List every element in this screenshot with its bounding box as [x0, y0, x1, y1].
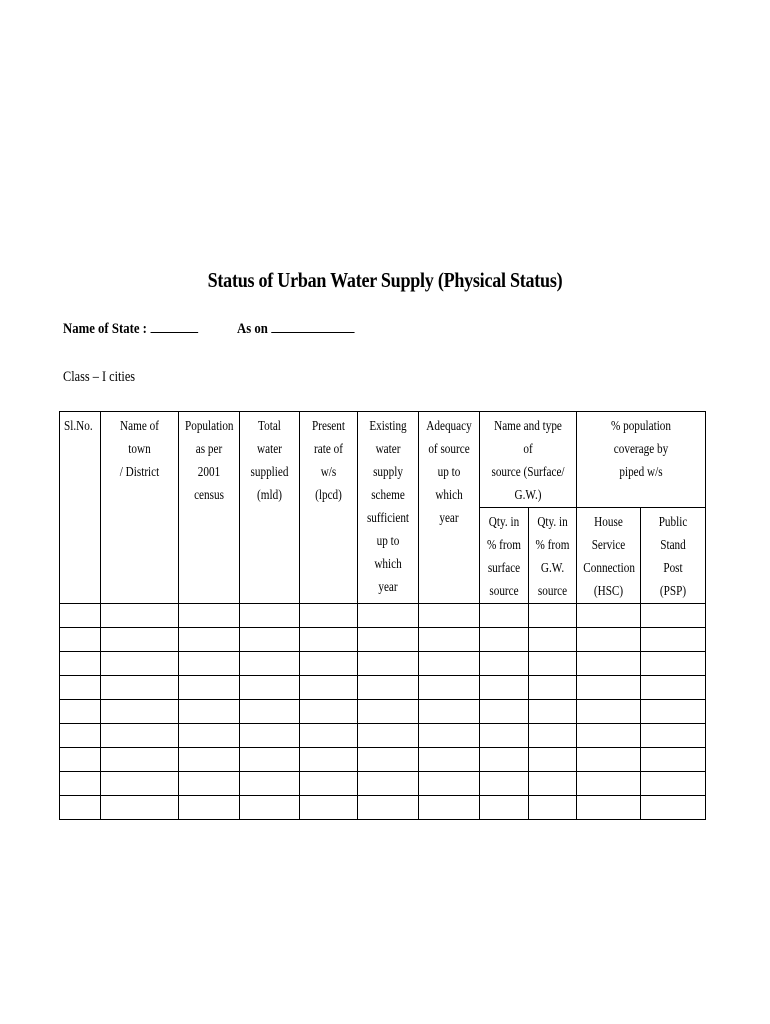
table-cell[interactable]: [60, 676, 101, 700]
table-cell[interactable]: [577, 676, 641, 700]
table-cell[interactable]: [641, 772, 706, 796]
table-row: [60, 652, 706, 676]
class-label: Class – I cities: [63, 369, 136, 385]
table-cell[interactable]: [358, 652, 419, 676]
table-cell[interactable]: [641, 628, 706, 652]
subheader-qty-gw: Qty. in % from G.W. source: [529, 508, 577, 604]
table-cell[interactable]: [179, 676, 240, 700]
table-cell[interactable]: [300, 796, 358, 820]
table-cell[interactable]: [419, 628, 480, 652]
table-cell[interactable]: [529, 796, 577, 820]
table-cell[interactable]: [419, 652, 480, 676]
header-sl-no: Sl.No.: [60, 412, 101, 604]
table-row: [60, 724, 706, 748]
table-row: [60, 604, 706, 628]
table-cell[interactable]: [529, 604, 577, 628]
table-row: [60, 796, 706, 820]
table-cell[interactable]: [529, 748, 577, 772]
table-cell[interactable]: [358, 724, 419, 748]
table-cell[interactable]: [480, 676, 529, 700]
header-source-type: Name and type of source (Surface/ G.W.): [480, 412, 577, 508]
table-cell[interactable]: [577, 652, 641, 676]
table-cell[interactable]: [240, 652, 300, 676]
table-cell[interactable]: [60, 748, 101, 772]
table-cell[interactable]: [577, 772, 641, 796]
table-cell[interactable]: [101, 796, 179, 820]
table-cell[interactable]: [358, 700, 419, 724]
table-cell[interactable]: [419, 748, 480, 772]
table-cell[interactable]: [529, 676, 577, 700]
table-cell[interactable]: [240, 772, 300, 796]
table-cell[interactable]: [480, 652, 529, 676]
table-cell[interactable]: [358, 748, 419, 772]
table-cell[interactable]: [240, 724, 300, 748]
header-town: Name of town / District: [101, 412, 179, 604]
header-adequacy: Adequacy of source up to which year: [419, 412, 480, 604]
table-cell[interactable]: [577, 796, 641, 820]
table-row: [60, 772, 706, 796]
table-cell[interactable]: [179, 796, 240, 820]
table-row: [60, 628, 706, 652]
page-title: Status of Urban Water Supply (Physical Status): [207, 268, 563, 292]
table-cell[interactable]: [419, 772, 480, 796]
table-cell[interactable]: [419, 700, 480, 724]
table-row: [60, 700, 706, 724]
table-cell[interactable]: [529, 700, 577, 724]
table-cell[interactable]: [179, 604, 240, 628]
table-cell[interactable]: [529, 652, 577, 676]
table-cell[interactable]: [577, 604, 641, 628]
header-coverage: % population coverage by piped w/s: [577, 412, 706, 508]
name-of-state-blank[interactable]: [150, 321, 198, 333]
table-cell[interactable]: [101, 676, 179, 700]
table-cell[interactable]: [300, 628, 358, 652]
table-cell[interactable]: [577, 748, 641, 772]
table-cell[interactable]: [179, 628, 240, 652]
table-cell[interactable]: [300, 652, 358, 676]
table-cell[interactable]: [179, 724, 240, 748]
table-cell[interactable]: [577, 628, 641, 652]
table-cell[interactable]: [101, 748, 179, 772]
table-cell[interactable]: [101, 724, 179, 748]
header-present-rate: Present rate of w/s (lpcd): [300, 412, 358, 604]
table-cell[interactable]: [358, 772, 419, 796]
table-cell[interactable]: [641, 748, 706, 772]
table-cell[interactable]: [419, 676, 480, 700]
table-cell[interactable]: [480, 796, 529, 820]
table-cell[interactable]: [60, 652, 101, 676]
table-cell[interactable]: [240, 796, 300, 820]
table-cell[interactable]: [60, 724, 101, 748]
table-cell[interactable]: [577, 724, 641, 748]
table-cell[interactable]: [358, 796, 419, 820]
table-cell[interactable]: [101, 700, 179, 724]
table-cell[interactable]: [300, 772, 358, 796]
subheader-psp: Public Stand Post (PSP): [641, 508, 706, 604]
water-supply-table: [59, 411, 706, 820]
table-body: [60, 604, 706, 820]
table-cell[interactable]: [641, 604, 706, 628]
table-cell[interactable]: [300, 676, 358, 700]
table-cell[interactable]: [641, 724, 706, 748]
as-on-label: As on: [237, 321, 268, 337]
table-cell[interactable]: [240, 628, 300, 652]
table-cell[interactable]: [641, 652, 706, 676]
table-cell[interactable]: [577, 700, 641, 724]
table-cell[interactable]: [60, 700, 101, 724]
table-cell[interactable]: [179, 748, 240, 772]
table-cell[interactable]: [480, 700, 529, 724]
table-cell[interactable]: [101, 652, 179, 676]
table-cell[interactable]: [358, 604, 419, 628]
table-cell[interactable]: [480, 724, 529, 748]
table-cell[interactable]: [179, 772, 240, 796]
table-cell[interactable]: [240, 700, 300, 724]
subheader-qty-surface: Qty. in % from surface source: [480, 508, 529, 604]
table-cell[interactable]: [101, 604, 179, 628]
table-cell[interactable]: [300, 700, 358, 724]
table-cell[interactable]: [101, 772, 179, 796]
table-cell[interactable]: [419, 604, 480, 628]
table-cell[interactable]: [641, 700, 706, 724]
table-cell[interactable]: [480, 604, 529, 628]
name-of-state-label: Name of State :: [63, 321, 147, 337]
table-cell[interactable]: [300, 724, 358, 748]
header-existing-scheme: Existing water supply scheme sufficient up to which year: [358, 412, 419, 604]
table-cell[interactable]: [300, 604, 358, 628]
table-cell[interactable]: [60, 772, 101, 796]
header-row: [60, 412, 706, 508]
table-cell[interactable]: [641, 796, 706, 820]
table-cell[interactable]: [60, 604, 101, 628]
table-cell[interactable]: [101, 628, 179, 652]
as-on-blank[interactable]: [271, 321, 354, 333]
table-cell[interactable]: [641, 676, 706, 700]
header-total-water: Total water supplied (mld): [240, 412, 300, 604]
table-cell[interactable]: [240, 748, 300, 772]
table-cell[interactable]: [60, 628, 101, 652]
table-cell[interactable]: [480, 772, 529, 796]
table-cell[interactable]: [358, 676, 419, 700]
table-cell[interactable]: [240, 604, 300, 628]
header-population: Population as per 2001 census: [179, 412, 240, 604]
table-cell[interactable]: [529, 772, 577, 796]
table-cell[interactable]: [179, 700, 240, 724]
table-cell[interactable]: [419, 724, 480, 748]
table-cell[interactable]: [179, 652, 240, 676]
state-date-line: [63, 321, 355, 338]
table-row: [60, 676, 706, 700]
table-cell[interactable]: [419, 796, 480, 820]
subheader-hsc: House Service Connection (HSC): [577, 508, 641, 604]
table-row: [60, 748, 706, 772]
table-cell[interactable]: [60, 796, 101, 820]
table-cell[interactable]: [240, 676, 300, 700]
table-cell[interactable]: [358, 628, 419, 652]
table-cell[interactable]: [480, 628, 529, 652]
table-cell[interactable]: [529, 724, 577, 748]
table-cell[interactable]: [480, 748, 529, 772]
table-cell[interactable]: [300, 748, 358, 772]
table-cell[interactable]: [529, 628, 577, 652]
